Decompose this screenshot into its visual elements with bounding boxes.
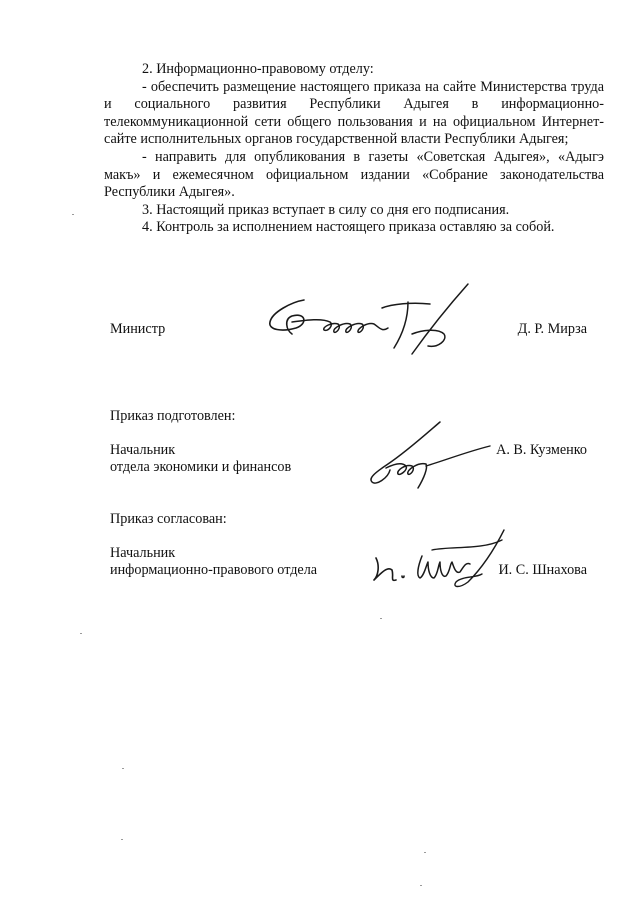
prepared-heading: Приказ подготовлен: bbox=[110, 408, 236, 424]
signature-mirza bbox=[262, 282, 472, 362]
scan-speck bbox=[121, 839, 123, 840]
paragraph-2-heading: 2. Информационно-правовому отделу: bbox=[142, 61, 374, 77]
paragraph-2-item-newspapers: - направить для опубликования в газеты «Советская Адыгея», «Адыгэ макъ» и ежемесячном официальном издании «Собрание законодательства Республики Адыгея». bbox=[104, 148, 604, 201]
scan-speck bbox=[72, 214, 74, 215]
prepared-position-line2: отдела экономики и финансов bbox=[110, 459, 292, 475]
prepared-position-line1: Начальник bbox=[110, 442, 176, 458]
paragraph-4: 4. Контроль за исполнением настоящего приказа оставляю за собой. bbox=[142, 219, 555, 236]
agreed-position-line2: информационно-правового отдела bbox=[110, 562, 318, 578]
signature-shnakhova bbox=[372, 526, 512, 594]
paragraph-2-item-website: - обеспечить размещение настоящего приказа на сайте Министерства труда и социального развития Республики Адыгея в информационно-телекоммуникационной сети общего пользования и на официальном Интернет-сайте исполнительных органов государственной власти Республики Адыгея; bbox=[104, 78, 604, 148]
scan-speck bbox=[420, 885, 422, 886]
agreed-position-line1: Начальник bbox=[110, 545, 176, 561]
paragraph-3: 3. Настоящий приказ вступает в силу со дня его подписания. bbox=[142, 201, 510, 218]
scan-speck bbox=[380, 618, 382, 619]
prepared-name: А. В. Кузменко bbox=[496, 442, 587, 458]
agreed-heading: Приказ согласован: bbox=[110, 511, 227, 527]
order-body bbox=[104, 61, 604, 237]
scan-speck bbox=[80, 633, 82, 634]
minister-name: Д. Р. Мирза bbox=[517, 321, 587, 337]
scan-speck bbox=[424, 852, 426, 853]
minister-title: Министр bbox=[110, 321, 166, 337]
scan-speck bbox=[122, 768, 124, 769]
agreed-name: И. С. Шнахова bbox=[498, 562, 587, 578]
